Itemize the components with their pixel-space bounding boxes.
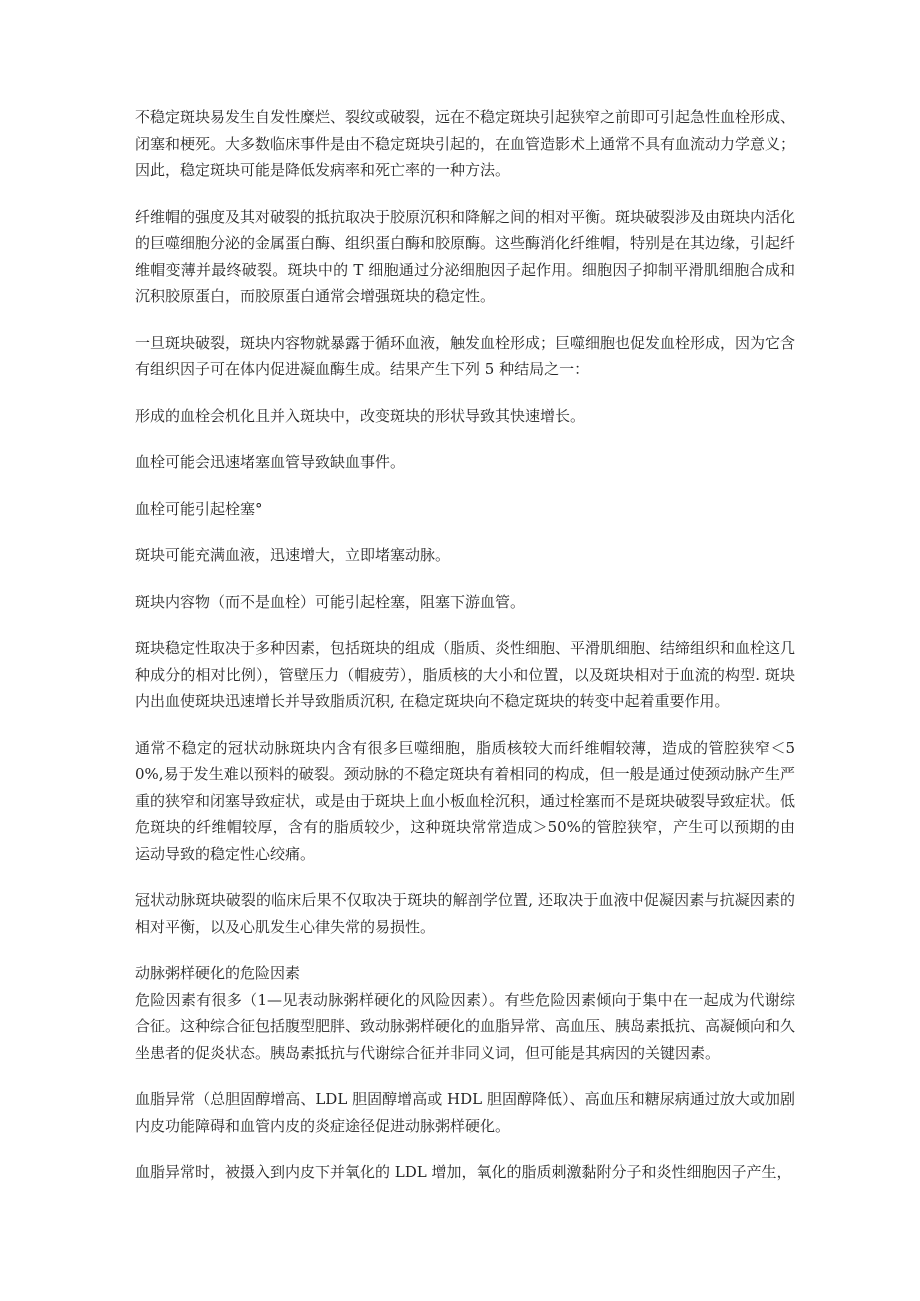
list-item-outcome-1: 形成的血栓会机化且并入斑块中，改变斑块的形状导致其快速增长。 — [135, 406, 586, 425]
paragraph-plaque-stability: 斑块稳定性取决于多种因素，包括斑块的组成（脂质、炎性细胞、平滑肌细胞、结缔组织和血栓这几种成分的相对比例），管壁压力（帽疲劳），脂质核的大小和位置，以及斑块相对于血流的构型. 斑块内出血使斑块迅速增长并导致脂质沉积, 在稳定斑块向不稳定斑块的转变中起着重要作用。 — [135, 639, 796, 710]
list-item-outcome-4: 斑块可能充满血液，迅速增大，立即堵塞动脉。 — [135, 546, 451, 564]
paragraph-fibrous-cap: 纤维帽的强度及其对破裂的抵抗取决于胶原沉积和降解之间的相对平衡。斑块破裂涉及由斑块内活化的巨噬细胞分泌的金属蛋白酶、组织蛋白酶和胶原酶。这些酶消化纤维帽，特别是在其边缘，引起纤维帽变薄并最终破裂。斑块中的 T 细胞通过分泌细胞因子起作用。细胞因子抑制平滑肌细胞合成和沉积胶原蛋白，而胶原蛋白通常会增强斑块的稳定性。 — [135, 207, 796, 305]
paragraph-risk-factors: 危险因素有很多（1—见表动脉粥样硬化的风险因素）。有些危险因素倾向于集中在一起成为代谢综合征。这种综合征包括腹型肥胖、致动脉粥样硬化的血脂异常、高血压、胰岛素抵抗、高凝倾向和久坐患者的促炎状态。胰岛素抵抗与代谢综合征并非同义词，但可能是其病因的关键因素。 — [135, 990, 796, 1062]
paragraph-unstable-plaque: 不稳定斑块易发生自发性糜烂、裂纹或破裂，远在不稳定斑块引起狭窄之前即可引起急性血栓形成、闭塞和梗死。大多数临床事件是由不稳定斑块引起的，在血管造影术上通常不具有血流动力学意义；因此，稳定斑块可能是降低发病率和死亡率的一种方法。 — [135, 108, 796, 179]
paragraph-ldl-oxidation: 血脂异常时，被摄入到内皮下并氧化的 LDL 增加，氧化的脂质刺激黏附分子和炎性细胞因子产生， — [135, 1163, 792, 1181]
section-heading-risk-factors: 动脉粥样硬化的危险因素 — [135, 964, 301, 982]
paragraph-dyslipidemia: 血脂异常（总胆固醇增高、LDL 胆固醇增高或 HDL 胆固醇降低）、高血压和糖尿病通过放大或加剧内皮功能障碍和血管内皮的炎症途径促进动脉粥样硬化。 — [135, 1090, 795, 1135]
list-item-outcome-5: 斑块内容物（而不是血栓）可能引起栓塞，阻塞下游血管。 — [135, 592, 526, 611]
document-body — [135, 104, 795, 1206]
paragraph-clinical-consequence: 冠状动脉斑块破裂的临床后果不仅取决于斑块的解剖学位置, 还取决于血液中促凝因素与抗凝因素的相对平衡，以及心肌发生心律失常的易损性。 — [135, 891, 795, 936]
paragraph-coronary-plaque: 通常不稳定的冠状动脉斑块内含有很多巨噬细胞，脂质核较大而纤维帽较薄，造成的管腔狭窄＜50%,易于发生难以预料的破裂。颈动脉的不稳定斑块有着相同的构成，但一般是通过使颈动脉产生严重的狭窄和闭塞导致症状，或是由于斑块上血小板血栓沉积，通过栓塞而不是斑块破裂导致症状。低危斑块的纤维帽较厚，含有的脂质较少，这种斑块常常造成＞50%的管腔狭窄，产生可以预期的由运动导致的稳定性心绞痛。 — [135, 738, 796, 863]
paragraph-plaque-rupture: 一旦斑块破裂，斑块内容物就暴露于循环血液，触发血栓形成；巨噬细胞也促发血栓形成，因为它含有组织因子可在体内促进凝血酶生成。结果产生下列 5 种结局之一： — [135, 333, 796, 378]
list-item-outcome-2: 血栓可能会迅速堵塞血管导致缺血事件。 — [135, 453, 406, 471]
list-item-outcome-3: 血栓可能引起栓塞° — [135, 499, 263, 518]
